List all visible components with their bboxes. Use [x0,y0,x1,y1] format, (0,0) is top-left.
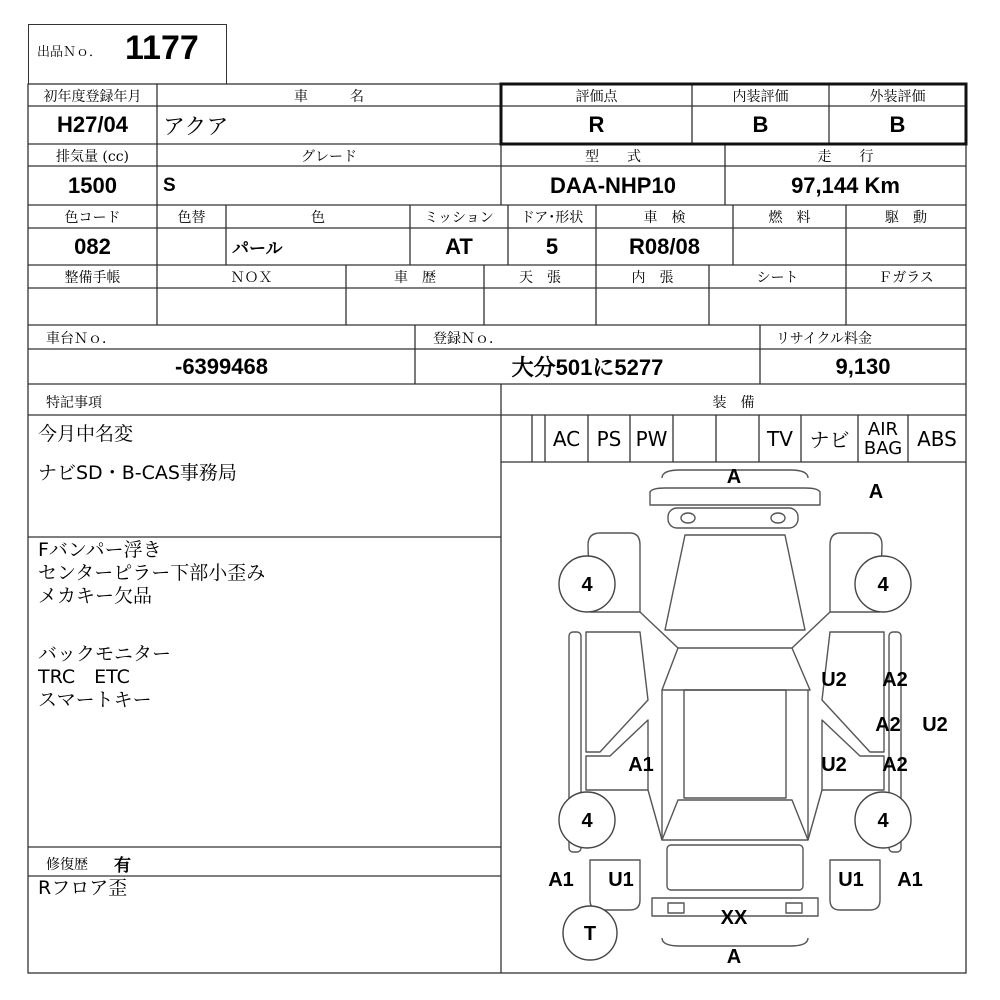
plate-value: 大分501に5277 [511,355,664,380]
front-bumper-lower [650,488,820,505]
note-line: バックモニター [38,643,172,665]
car-name-value: アクア [163,114,229,140]
grade-value: S [163,174,176,196]
mark-rear: A [726,946,742,968]
mark-right-door-2: A2 [882,669,908,691]
color-code-label: 色コード [64,210,121,226]
equip-blank-1 [532,415,545,462]
equip-tv: TV [767,426,793,451]
equip-blank-3 [716,415,759,462]
color-code-value: 082 [74,233,111,259]
mark-spare-tire: T [583,923,597,945]
notes-block-2 [38,539,265,712]
lot-label: 出品Ｎｏ． [37,45,103,60]
notes-block-1 [38,423,237,485]
chassis-value: -6399468 [175,353,268,379]
equip-ac: AC [552,426,581,451]
interior-ceiling-label: 内 張 [631,270,674,286]
drive-label: 駆 動 [885,210,927,226]
equip-abs: ABS [917,426,957,451]
note-line: 今月中名変 [38,423,134,445]
mark-front-bumper: A [726,466,742,488]
fuel-label: 燃 料 [768,210,811,226]
note-line: センターピラー下部小歪み [38,562,266,584]
note-line: スマートキー [38,689,152,711]
rear-hatch [667,845,803,890]
grade-label: グレード [301,148,357,165]
repaint-value [157,228,226,265]
mark-wheel-fr: 4 [877,574,889,596]
rear-window [662,800,808,840]
door-label: ドア･形状 [520,210,584,226]
interior-label: 内装評価 [732,88,789,105]
model-label: 型 式 [585,148,641,165]
note-line [38,608,265,631]
chassis-label: 車台Ｎｏ． [46,330,116,347]
nox-label: ＮＯＸ [230,270,273,286]
mileage-value: 97,144 Km [791,172,900,198]
first-reg-label: 初年度登録年月 [43,88,142,105]
mark-wheel-rr: 4 [877,810,889,832]
left-front-door [586,632,648,752]
mark-right-rear-door-2: A2 [882,754,908,776]
mark-left-rear-2: U1 [608,869,634,891]
notes-label: 特記事項 [46,395,102,411]
hood-outline [665,535,805,630]
roof-label: 天 張 [519,270,561,286]
displacement-value: 1500 [68,172,117,198]
score-value: R [588,112,605,137]
mission-label: ミッション [424,210,494,226]
repaint-label: 色替 [177,210,206,226]
model-value: DAA-NHP10 [550,172,676,198]
lot-number: 1177 [125,29,199,67]
equip-navi: ナビ [809,428,850,452]
color-value: パール [232,239,283,259]
mark-right-rocker-2: U2 [922,714,948,736]
fuel-value [733,228,846,265]
mission-value: AT [445,233,473,259]
mark-left-rear-door: A1 [628,754,654,776]
repair-label: 修復歴 [46,857,88,873]
recycle-label: リサイクル料金 [776,330,873,347]
note-line [38,631,265,643]
mark-wheel-rl: 4 [581,810,593,832]
mark-front-right-corner: A [868,481,884,503]
inspection-value: R08/08 [629,233,700,259]
equip-ps: PS [596,426,622,451]
first-reg-value: H27/04 [57,112,128,137]
mark-right-door-1: U2 [821,669,847,691]
front-grille [668,508,798,528]
note-line: Fバンパー浮き [38,539,162,561]
mark-right-rocker-1: A2 [875,714,901,736]
seat-label: シート [756,270,799,286]
score-label: 評価点 [575,88,618,105]
equip-pw: PW [635,426,668,451]
mark-left-rear-1: A1 [548,869,574,891]
plate-label: 登録Ｎｏ． [433,330,503,347]
repair-value: 有 [114,856,131,876]
door-value: 5 [545,233,559,259]
note-line: TRC ETC [38,666,130,688]
repair-note: Rフロア歪 [38,877,128,899]
mark-rear-bumper: XX [720,907,748,929]
exterior-value: B [889,112,906,137]
equip-airbag: AIR BAG [863,418,903,459]
mileage-label: 走 行 [817,148,874,165]
fglass-label: Ｆガラス [878,270,934,286]
displacement-label: 排気量 (cc) [55,148,130,165]
car-diagram [501,462,966,973]
exterior-label: 外装評価 [869,88,926,105]
mark-right-rear-1: U1 [838,869,864,891]
mark-wheel-fl: 4 [581,574,593,596]
color-label: 色 [311,210,325,226]
drive-value [846,228,966,265]
equipment-label: 装 備 [712,395,755,411]
recycle-value: 9,130 [835,353,891,379]
mark-right-rear-2: A1 [897,869,923,891]
equip-blank-2 [673,415,716,462]
roof [684,690,786,798]
note-line: メカキー欠品 [38,585,153,607]
car-name-label: 車 名 [294,88,364,105]
inspection-label: 車 検 [643,210,686,226]
note-line: ナビSD・B-CAS事務局 [38,462,237,484]
interior-value: B [752,112,769,137]
mark-right-rear-door-1: U2 [821,754,847,776]
windshield [662,648,810,690]
maintenance-label: 整備手帳 [64,270,121,286]
history-label: 車 歴 [394,270,436,286]
